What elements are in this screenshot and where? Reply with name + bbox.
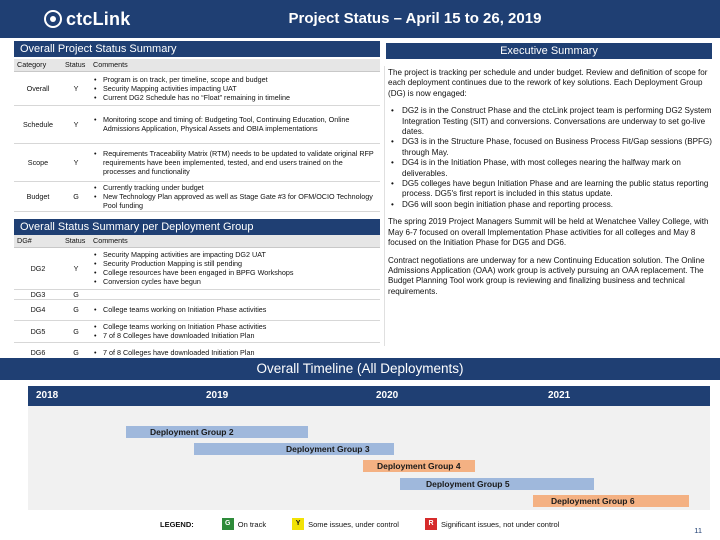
comment-item: • Currently tracking under budget <box>93 183 377 192</box>
table-row <box>14 289 380 299</box>
comments-cell <box>90 299 380 320</box>
status-cell: Y <box>62 247 90 289</box>
list-item: • DG4 is in the Initiation Phase, with most colleges nearing the halfway mark on deliverables. <box>388 158 713 179</box>
timeline-bar-label: Deployment Group 2 <box>150 427 234 437</box>
timeline-chart <box>28 386 710 510</box>
comments-cell <box>90 71 380 105</box>
page-title: Project Status – April 15 to 26, 2019 <box>288 10 542 27</box>
comments-cell <box>90 320 380 342</box>
comments-cell <box>90 143 380 181</box>
year-label: 2019 <box>206 390 229 401</box>
header-bar <box>0 0 720 38</box>
table-row <box>14 71 380 105</box>
year-label: 2021 <box>548 390 571 401</box>
comments-cell <box>90 289 380 299</box>
list-item: • DG6 will soon begin initiation phase and reporting process. <box>388 200 713 210</box>
comment-item: • Program is on track, per timeline, scope and budget <box>93 75 377 84</box>
column-divider <box>384 66 385 346</box>
column-header-status: Status <box>62 59 90 71</box>
status-cell: Y <box>62 71 90 105</box>
table-row <box>14 143 380 181</box>
comment-item: • College teams working on Initiation Phase activities <box>93 322 377 331</box>
status-cell: G <box>62 299 90 320</box>
timeline-year-header <box>28 386 710 406</box>
legend-item-green <box>222 518 266 530</box>
year-label: 2018 <box>36 390 59 401</box>
timeline-heading: Overall Timeline (All Deployments) <box>0 358 720 380</box>
category-cell: Overall <box>14 71 62 105</box>
timeline-bar-dg4 <box>363 460 475 472</box>
dg-cell: DG2 <box>14 247 62 289</box>
list-item: • DG5 colleges have begun Initiation Phase and are learning the public status reporting process. DG5's first report is included in this status update. <box>388 179 713 200</box>
comment-item: • Security Production Mapping is still pending <box>93 259 377 268</box>
comment-item: • Conversion cycles have begun <box>93 277 377 286</box>
deployment-summary-heading: Overall Status Summary per Deployment Group <box>14 219 380 235</box>
timeline-bar-label: Deployment Group 6 <box>551 496 635 506</box>
comments-cell <box>90 247 380 289</box>
comments-cell <box>90 181 380 211</box>
comment-item: • Requirements Traceability Matrix (RTM) needs to be updated to validate original RFP requirements have been implemented, tested, and end users trained on the processes and functionality <box>93 149 377 176</box>
comments-cell <box>90 105 380 143</box>
overall-status-table <box>14 59 380 212</box>
timeline-bar-label: Deployment Group 5 <box>426 479 510 489</box>
deployment-group-list <box>388 106 713 210</box>
legend-label: LEGEND: <box>160 519 194 529</box>
executive-summary-body <box>388 68 713 304</box>
comment-item: • College resources have been engaged in BPFG Workshops <box>93 268 377 277</box>
executive-contract-paragraph: Contract negotiations are underway for a new Continuing Education solution. The Online Admissions Application (OAA) work group is actively pursuing an OAA replacement. The Budget Planning Tool work group is reviewing and finalizing business and technical requirements. <box>388 255 705 296</box>
green-status-swatch: G <box>222 518 234 530</box>
dg-cell: DG3 <box>14 289 62 299</box>
table-row <box>14 247 380 289</box>
comment-item: • Monitoring scope and timing of: Budgeting Tool, Continuing Education, Online Admissions Application, Physical Assets and OBIA implementations <box>93 115 377 133</box>
comment-item: • New Technology Plan approved as well as Stage Gate #3 for OFM/OCIO Technology Pool funding <box>93 192 377 210</box>
column-header-dg: DG# <box>14 235 62 247</box>
timeline-bar-dg6 <box>533 495 689 507</box>
status-cell: Y <box>62 105 90 143</box>
status-cell: G <box>62 289 90 299</box>
status-legend <box>160 518 585 530</box>
dg-cell: DG6 <box>14 342 62 362</box>
column-header-status: Status <box>62 235 90 247</box>
table-row <box>14 181 380 211</box>
status-cell: G <box>62 320 90 342</box>
legend-item-red <box>425 518 559 530</box>
timeline-bar-label: Deployment Group 3 <box>286 444 370 454</box>
status-cell: Y <box>62 143 90 181</box>
table-row <box>14 105 380 143</box>
deployment-table-header-row <box>14 235 380 247</box>
dg-cell: DG4 <box>14 299 62 320</box>
comment-item: • 7 of 8 Colleges have downloaded Initiation Plan <box>93 348 377 357</box>
legend-item-yellow <box>292 518 399 530</box>
comment-item: • Security Mapping activities impacting UAT <box>93 84 377 93</box>
category-cell: Schedule <box>14 105 62 143</box>
timeline-bar-label: Deployment Group 4 <box>377 461 461 471</box>
comment-item: • Security Mapping activities are impacting DG2 UAT <box>93 250 377 259</box>
column-header-category: Category <box>14 59 62 71</box>
comment-item: • Current DG2 Schedule has no “Float” remaining in timeline <box>93 93 377 102</box>
executive-summary-heading: Executive Summary <box>386 43 712 59</box>
column-header-comments: Comments <box>90 235 380 247</box>
deployment-status-table <box>14 235 380 363</box>
legend-text: Some issues, under control <box>308 519 399 529</box>
executive-summit-paragraph: The spring 2019 Project Managers Summit will be held at Wenatchee Valley College, with May 6-7 focused on overall Implementation Phase activities for all colleges and May 8 focused on the Initiation Phase for DG5 and DG6. <box>388 217 709 248</box>
category-cell: Budget <box>14 181 62 211</box>
comment-item: • College teams working on Initiation Phase activities <box>93 305 377 314</box>
logo-text: ctcLink <box>66 8 131 29</box>
red-status-swatch: R <box>425 518 437 530</box>
legend-text: Significant issues, not under control <box>440 519 560 529</box>
table-row <box>14 320 380 342</box>
list-item: • DG2 is in the Construct Phase and the ctcLink project team is performing DG2 System Integration Testing (SIT) and conversions. Conversations are underway to set go-live dates. <box>388 106 713 137</box>
comment-item: • 7 of 8 Colleges have downloaded Initiation Plan <box>93 331 377 340</box>
column-header-comments: Comments <box>90 59 380 71</box>
timeline-bar-dg3 <box>194 443 394 455</box>
overall-summary-heading: Overall Project Status Summary <box>14 41 380 57</box>
list-item: • DG3 is in the Structure Phase, focused on Business Process Fit/Gap sessions (BPFG) through May. <box>388 137 713 158</box>
table-row <box>14 299 380 320</box>
overall-table-header-row <box>14 59 380 71</box>
status-cell: G <box>62 181 90 211</box>
timeline-bar-dg2 <box>126 426 308 438</box>
timeline-bar-dg5 <box>400 478 594 490</box>
legend-text: On track <box>237 519 267 529</box>
category-cell: Scope <box>14 143 62 181</box>
status-cell: G <box>62 342 90 362</box>
dg-cell: DG5 <box>14 320 62 342</box>
yellow-status-swatch: Y <box>292 518 304 530</box>
executive-intro: The project is tracking per schedule and under budget. Review and definition of scope for each deployment continues due to the rework of key solutions. Each Deployment Group (DG) is now engaged: <box>388 68 708 98</box>
year-label: 2020 <box>376 390 399 401</box>
page-number: 11 <box>694 526 702 535</box>
